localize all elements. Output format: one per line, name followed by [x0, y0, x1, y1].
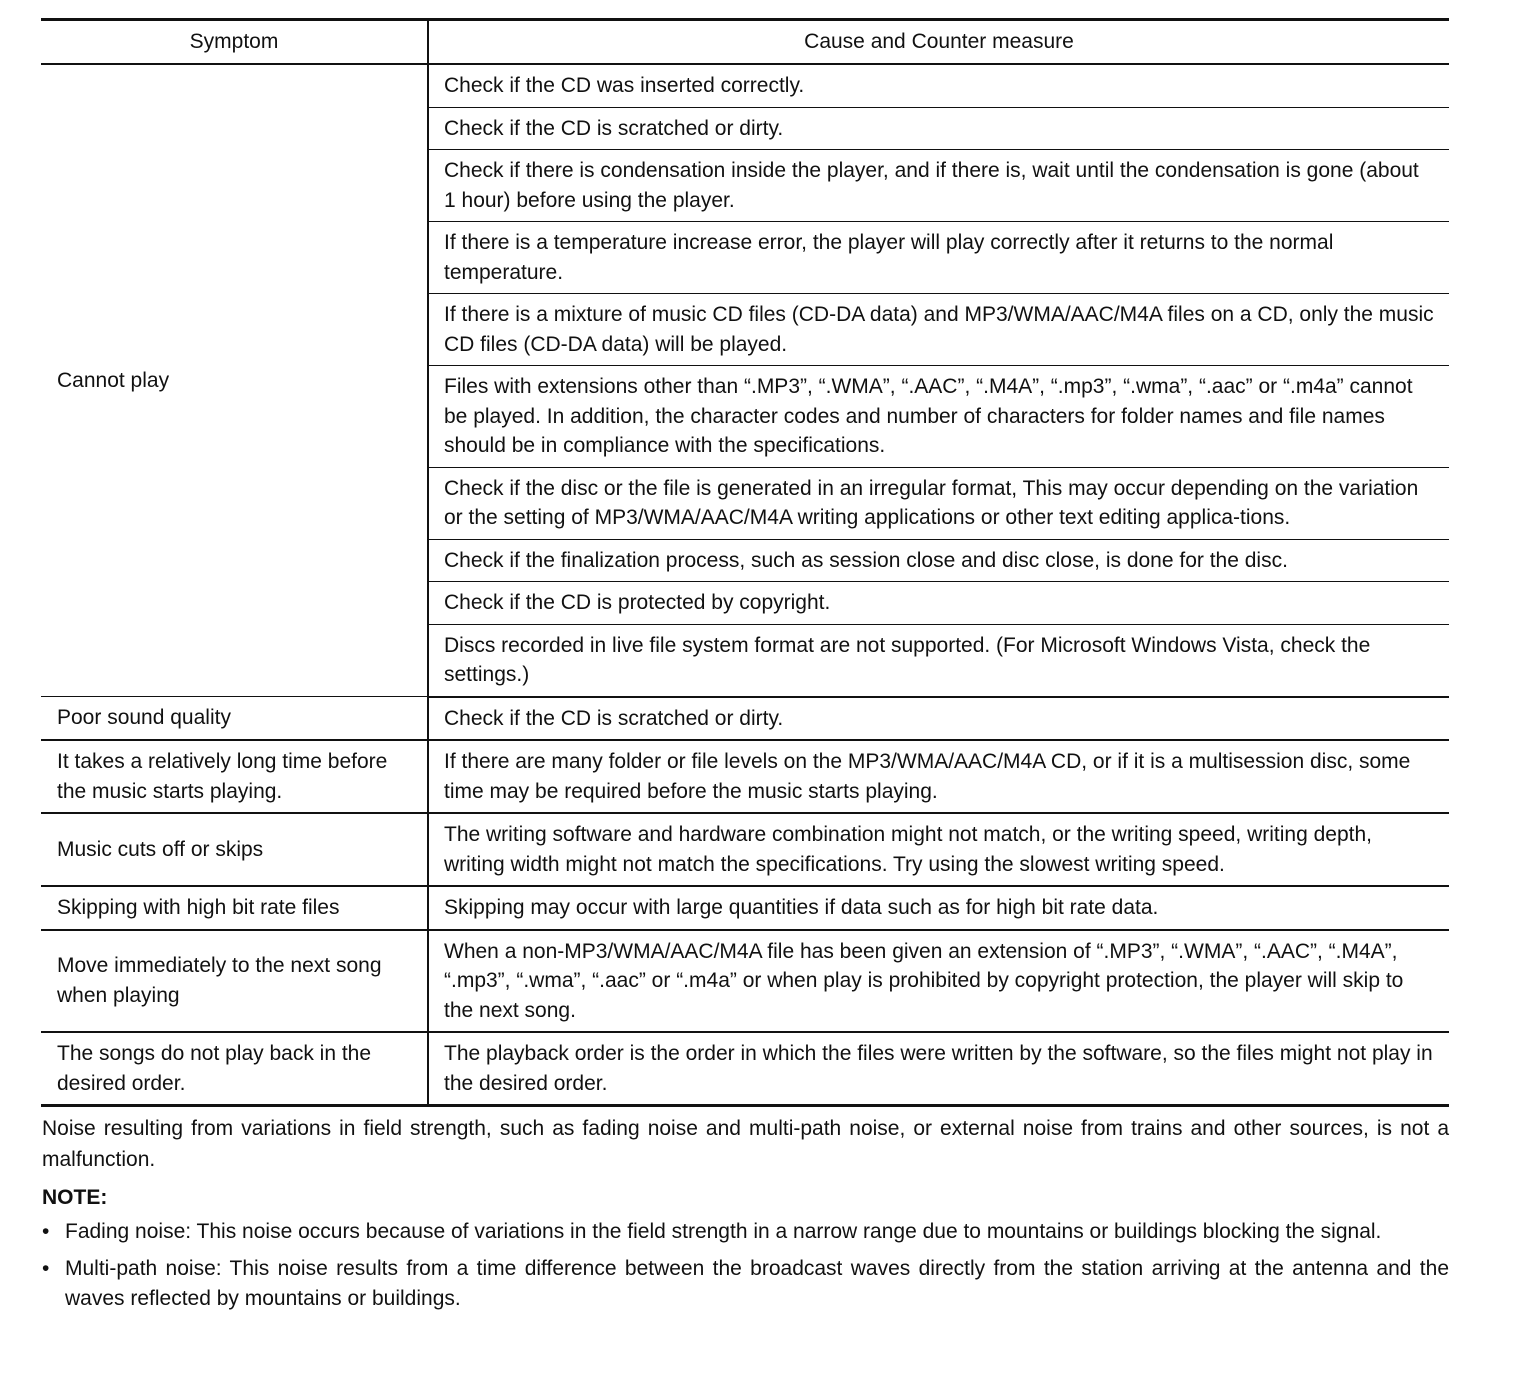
symptom-cell: It takes a relatively long time before the music starts playing. — [41, 740, 428, 813]
note-item-text: Multi-path noise: This noise results from a time difference between the broadcast waves directly from the station arriving at the antenna and the waves reflected by mountains or buildings. — [65, 1256, 1449, 1310]
symptom-cell: Move immediately to the next song when playing — [41, 930, 428, 1033]
table-row — [41, 813, 1449, 886]
cause-cell: If there are many folder or file levels on the MP3/WMA/AAC/M4A CD, or if it is a multisession disc, some time may be required before the music starts playing. — [428, 740, 1449, 813]
symptom-cell: The songs do not play back in the desired order. — [41, 1032, 428, 1106]
table-row — [41, 697, 1449, 741]
table-row — [41, 64, 1449, 107]
cause-cell: Discs recorded in live file system format are not supported. (For Microsoft Windows Vista, check the settings.) — [428, 624, 1449, 697]
cause-cell: The writing software and hardware combination might not match, or the writing speed, writing depth, writing width might not match the specifications. Try using the slowest writing speed. — [428, 813, 1449, 886]
table-body — [41, 64, 1449, 1106]
note-item — [41, 1217, 1449, 1248]
document — [41, 18, 1449, 1321]
symptom-cell: Music cuts off or skips — [41, 813, 428, 886]
cause-cell: Check if there is condensation inside the player, and if there is, wait until the condensation is gone (about 1 hour) before using the player. — [428, 150, 1449, 222]
header-cause: Cause and Counter measure — [428, 20, 1449, 65]
cause-cell: Check if the finalization process, such as session close and disc close, is done for the disc. — [428, 539, 1449, 582]
cause-cell: The playback order is the order in which the files were written by the software, so the files might not play in the desired order. — [444, 1042, 1433, 1095]
table-row — [41, 886, 1449, 930]
bullet-icon: • — [42, 1256, 50, 1280]
cause-cell: If there is a temperature increase error, the player will play correctly after it returns to the normal temperature. — [428, 222, 1449, 294]
cause-cell: Files with extensions other than “.MP3”, “.WMA”, “.AAC”, “.M4A”, “.mp3”, “.wma”, “.aac” or “.m4a” cannot be played. In addition, the character codes and number of characters for folder names and file names should be in compliance with the specifications. — [428, 366, 1449, 468]
cause-cell: Check if the CD was inserted correctly. — [428, 64, 1449, 107]
cause-cell: Skipping may occur with large quantities if data such as for high bit rate data. — [428, 886, 1449, 930]
table-row — [41, 930, 1449, 1033]
symptom-cell: Poor sound quality — [41, 697, 428, 741]
table-row — [41, 740, 1449, 813]
note-item — [41, 1254, 1449, 1315]
symptom-cell: Skipping with high bit rate files — [41, 886, 428, 930]
cause-cell: When a non-MP3/WMA/AAC/M4A file has been given an extension of “.MP3”, “.WMA”, “.AAC”, “.M4A”, “.mp3”, “.wma”, “.aac” or “.m4a” or when play is prohibited by copyright protection, the player will skip to the next song. — [428, 930, 1449, 1033]
troubleshooting-table — [41, 18, 1449, 1107]
bullet-icon: • — [42, 1220, 50, 1243]
note-title: NOTE: — [42, 1186, 108, 1209]
cause-cell: Check if the CD is protected by copyright. — [428, 582, 1449, 625]
cause-cell: Check if the CD is scratched or dirty. — [428, 697, 1449, 741]
note-list — [41, 1217, 1449, 1315]
symptom-cell: Cannot play — [41, 64, 428, 697]
cause-cell: Check if the CD is scratched or dirty. — [428, 107, 1449, 150]
note-item-text: Fading noise: This noise occurs because of variations in the field strength in a narrow range due to mountains or buildings blocking the signal. — [65, 1220, 1382, 1243]
table-row — [41, 1032, 1449, 1106]
noise-statement: Noise resulting from variations in field strength, such as fading noise and multi-path noise, or external noise from trains and other sources, is not a malfunction. — [42, 1117, 1449, 1171]
header-symptom: Symptom — [41, 20, 428, 65]
table-header-row — [41, 20, 1449, 65]
cause-cell: Check if the disc or the file is generated in an irregular format, This may occur depending on the variation or the setting of MP3/WMA/AAC/M4A writing applications or other text editing applica-tions. — [428, 467, 1449, 539]
cause-cell: If there is a mixture of music CD files (CD-DA data) and MP3/WMA/AAC/M4A files on a CD, only the music CD files (CD-DA data) will be played. — [428, 294, 1449, 366]
